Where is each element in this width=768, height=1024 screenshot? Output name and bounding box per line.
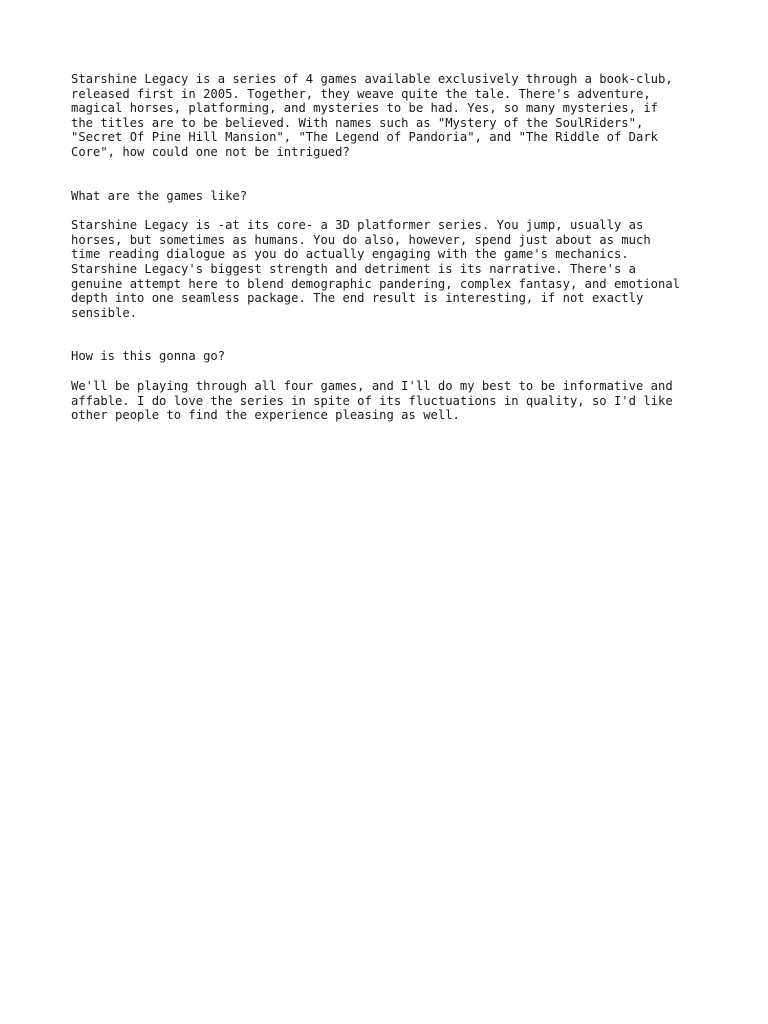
text-line: Core", how could one not be intrigued? <box>71 144 350 159</box>
spacer <box>71 320 731 349</box>
section-heading-plan: How is this gonna go? <box>71 349 226 364</box>
games-paragraph <box>71 218 731 320</box>
text-line: time reading dialogue as you do actually engaging with the game's mechanics. <box>71 247 629 262</box>
text-line: Starshine Legacy is -at its core- a 3D platformer series. You jump, usually as <box>71 218 644 233</box>
document-page <box>71 72 731 423</box>
spacer <box>71 203 731 218</box>
text-line: released first in 2005. Together, they weave quite the tale. There's adventure, <box>71 86 651 101</box>
text-line: Starshine Legacy's biggest strength and detriment is its narrative. There's a <box>71 261 636 276</box>
intro-paragraph <box>71 72 731 160</box>
spacer <box>71 160 731 189</box>
spacer <box>71 364 731 379</box>
text-line: other people to find the experience pleasing as well. <box>71 408 460 423</box>
text-line: horses, but sometimes as humans. You do also, however, spend just about as much <box>71 232 651 247</box>
text-line: the titles are to be believed. With names such as "Mystery of the SoulRiders", <box>71 115 644 130</box>
section-heading-games: What are the games like? <box>71 188 248 203</box>
text-line: magical horses, platforming, and mysteries to be had. Yes, so many mysteries, if <box>71 101 658 116</box>
plan-paragraph <box>71 379 731 423</box>
text-line: Starshine Legacy is a series of 4 games available exclusively through a book-club, <box>71 72 673 86</box>
text-line: depth into one seamless package. The end result is interesting, if not exactly <box>71 291 644 306</box>
text-line: "Secret Of Pine Hill Mansion", "The Legend of Pandoria", and "The Riddle of Dark <box>71 130 658 145</box>
text-line: We'll be playing through all four games, and I'll do my best to be informative and <box>71 378 673 393</box>
text-line: sensible. <box>71 305 138 320</box>
text-line: affable. I do love the series in spite of its fluctuations in quality, so I'd like <box>71 393 673 408</box>
text-line: genuine attempt here to blend demographic pandering, complex fantasy, and emotional <box>71 276 681 291</box>
